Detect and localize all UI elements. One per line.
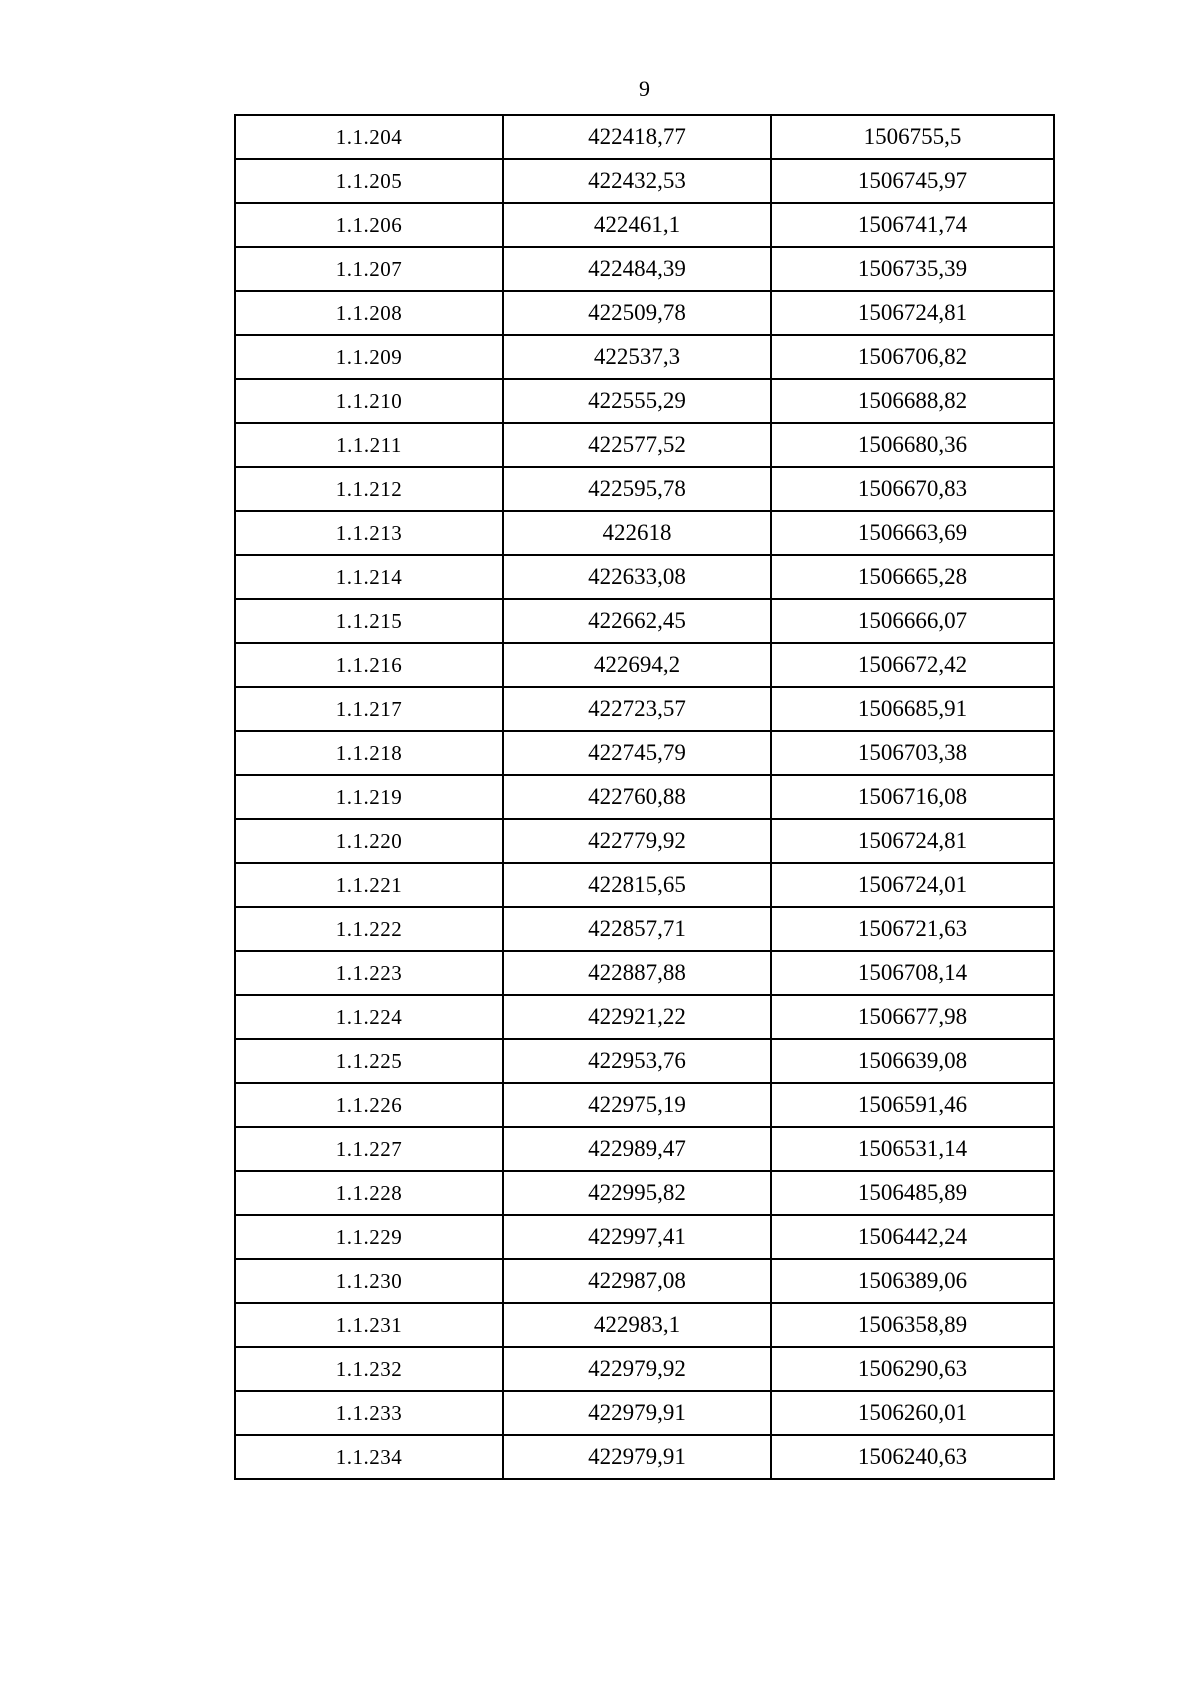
point-id-cell: 1.1.232 <box>235 1347 503 1391</box>
point-id-cell: 1.1.216 <box>235 643 503 687</box>
table-row <box>235 731 1054 775</box>
x-coordinate-cell: 422989,47 <box>503 1127 771 1171</box>
table-row <box>235 599 1054 643</box>
y-coordinate-cell: 1506677,98 <box>771 995 1054 1039</box>
y-coordinate-cell: 1506389,06 <box>771 1259 1054 1303</box>
y-coordinate-cell: 1506680,36 <box>771 423 1054 467</box>
x-coordinate-cell: 422815,65 <box>503 863 771 907</box>
point-id-cell: 1.1.210 <box>235 379 503 423</box>
point-id-cell: 1.1.220 <box>235 819 503 863</box>
y-coordinate-cell: 1506741,74 <box>771 203 1054 247</box>
x-coordinate-cell: 422995,82 <box>503 1171 771 1215</box>
y-coordinate-cell: 1506665,28 <box>771 555 1054 599</box>
x-coordinate-cell: 422987,08 <box>503 1259 771 1303</box>
x-coordinate-cell: 422432,53 <box>503 159 771 203</box>
x-coordinate-cell: 422887,88 <box>503 951 771 995</box>
y-coordinate-cell: 1506724,01 <box>771 863 1054 907</box>
x-coordinate-cell: 422979,92 <box>503 1347 771 1391</box>
point-id-cell: 1.1.208 <box>235 291 503 335</box>
table-row <box>235 1303 1054 1347</box>
x-coordinate-cell: 422779,92 <box>503 819 771 863</box>
y-coordinate-cell: 1506531,14 <box>771 1127 1054 1171</box>
point-id-cell: 1.1.213 <box>235 511 503 555</box>
point-id-cell: 1.1.214 <box>235 555 503 599</box>
x-coordinate-cell: 422975,19 <box>503 1083 771 1127</box>
x-coordinate-cell: 422745,79 <box>503 731 771 775</box>
point-id-cell: 1.1.223 <box>235 951 503 995</box>
table-row <box>235 951 1054 995</box>
y-coordinate-cell: 1506706,82 <box>771 335 1054 379</box>
y-coordinate-cell: 1506735,39 <box>771 247 1054 291</box>
y-coordinate-cell: 1506442,24 <box>771 1215 1054 1259</box>
point-id-cell: 1.1.233 <box>235 1391 503 1435</box>
x-coordinate-cell: 422484,39 <box>503 247 771 291</box>
point-id-cell: 1.1.230 <box>235 1259 503 1303</box>
table-row <box>235 995 1054 1039</box>
x-coordinate-cell: 422509,78 <box>503 291 771 335</box>
table-row <box>235 423 1054 467</box>
point-id-cell: 1.1.224 <box>235 995 503 1039</box>
table-row <box>235 1215 1054 1259</box>
x-coordinate-cell: 422662,45 <box>503 599 771 643</box>
x-coordinate-cell: 422537,3 <box>503 335 771 379</box>
table-row <box>235 1347 1054 1391</box>
table-row <box>235 555 1054 599</box>
table-row <box>235 775 1054 819</box>
x-coordinate-cell: 422418,77 <box>503 115 771 159</box>
point-id-cell: 1.1.205 <box>235 159 503 203</box>
y-coordinate-cell: 1506688,82 <box>771 379 1054 423</box>
x-coordinate-cell: 422953,76 <box>503 1039 771 1083</box>
x-coordinate-cell: 422555,29 <box>503 379 771 423</box>
y-coordinate-cell: 1506685,91 <box>771 687 1054 731</box>
point-id-cell: 1.1.222 <box>235 907 503 951</box>
x-coordinate-cell: 422857,71 <box>503 907 771 951</box>
x-coordinate-cell: 422595,78 <box>503 467 771 511</box>
coordinates-table-body <box>235 115 1054 1479</box>
y-coordinate-cell: 1506290,63 <box>771 1347 1054 1391</box>
table-row <box>235 1435 1054 1479</box>
x-coordinate-cell: 422618 <box>503 511 771 555</box>
x-coordinate-cell: 422979,91 <box>503 1435 771 1479</box>
point-id-cell: 1.1.209 <box>235 335 503 379</box>
point-id-cell: 1.1.215 <box>235 599 503 643</box>
table-row <box>235 643 1054 687</box>
y-coordinate-cell: 1506755,5 <box>771 115 1054 159</box>
y-coordinate-cell: 1506240,63 <box>771 1435 1054 1479</box>
y-coordinate-cell: 1506591,46 <box>771 1083 1054 1127</box>
y-coordinate-cell: 1506724,81 <box>771 291 1054 335</box>
point-id-cell: 1.1.217 <box>235 687 503 731</box>
table-row <box>235 1391 1054 1435</box>
point-id-cell: 1.1.207 <box>235 247 503 291</box>
point-id-cell: 1.1.229 <box>235 1215 503 1259</box>
point-id-cell: 1.1.211 <box>235 423 503 467</box>
x-coordinate-cell: 422461,1 <box>503 203 771 247</box>
x-coordinate-cell: 422694,2 <box>503 643 771 687</box>
x-coordinate-cell: 422633,08 <box>503 555 771 599</box>
y-coordinate-cell: 1506745,97 <box>771 159 1054 203</box>
x-coordinate-cell: 422983,1 <box>503 1303 771 1347</box>
y-coordinate-cell: 1506670,83 <box>771 467 1054 511</box>
y-coordinate-cell: 1506358,89 <box>771 1303 1054 1347</box>
y-coordinate-cell: 1506663,69 <box>771 511 1054 555</box>
point-id-cell: 1.1.234 <box>235 1435 503 1479</box>
point-id-cell: 1.1.204 <box>235 115 503 159</box>
x-coordinate-cell: 422723,57 <box>503 687 771 731</box>
y-coordinate-cell: 1506724,81 <box>771 819 1054 863</box>
table-row <box>235 467 1054 511</box>
coordinates-table <box>234 114 1055 1480</box>
table-row <box>235 379 1054 423</box>
point-id-cell: 1.1.225 <box>235 1039 503 1083</box>
point-id-cell: 1.1.226 <box>235 1083 503 1127</box>
table-row <box>235 335 1054 379</box>
table-row <box>235 291 1054 335</box>
x-coordinate-cell: 422997,41 <box>503 1215 771 1259</box>
table-row <box>235 115 1054 159</box>
table-row <box>235 247 1054 291</box>
y-coordinate-cell: 1506672,42 <box>771 643 1054 687</box>
page-number: 9 <box>639 76 650 101</box>
table-row <box>235 1083 1054 1127</box>
point-id-cell: 1.1.212 <box>235 467 503 511</box>
point-id-cell: 1.1.206 <box>235 203 503 247</box>
point-id-cell: 1.1.221 <box>235 863 503 907</box>
point-id-cell: 1.1.218 <box>235 731 503 775</box>
x-coordinate-cell: 422921,22 <box>503 995 771 1039</box>
table-row <box>235 203 1054 247</box>
table-row <box>235 687 1054 731</box>
table-row <box>235 1039 1054 1083</box>
table-row <box>235 159 1054 203</box>
x-coordinate-cell: 422979,91 <box>503 1391 771 1435</box>
y-coordinate-cell: 1506639,08 <box>771 1039 1054 1083</box>
table-row <box>235 1259 1054 1303</box>
point-id-cell: 1.1.227 <box>235 1127 503 1171</box>
table-row <box>235 1127 1054 1171</box>
table-row <box>235 907 1054 951</box>
y-coordinate-cell: 1506260,01 <box>771 1391 1054 1435</box>
y-coordinate-cell: 1506703,38 <box>771 731 1054 775</box>
y-coordinate-cell: 1506716,08 <box>771 775 1054 819</box>
y-coordinate-cell: 1506666,07 <box>771 599 1054 643</box>
table-row <box>235 1171 1054 1215</box>
y-coordinate-cell: 1506721,63 <box>771 907 1054 951</box>
y-coordinate-cell: 1506708,14 <box>771 951 1054 995</box>
point-id-cell: 1.1.219 <box>235 775 503 819</box>
point-id-cell: 1.1.231 <box>235 1303 503 1347</box>
point-id-cell: 1.1.228 <box>235 1171 503 1215</box>
table-row <box>235 819 1054 863</box>
x-coordinate-cell: 422577,52 <box>503 423 771 467</box>
table-row <box>235 511 1054 555</box>
y-coordinate-cell: 1506485,89 <box>771 1171 1054 1215</box>
x-coordinate-cell: 422760,88 <box>503 775 771 819</box>
table-row <box>235 863 1054 907</box>
